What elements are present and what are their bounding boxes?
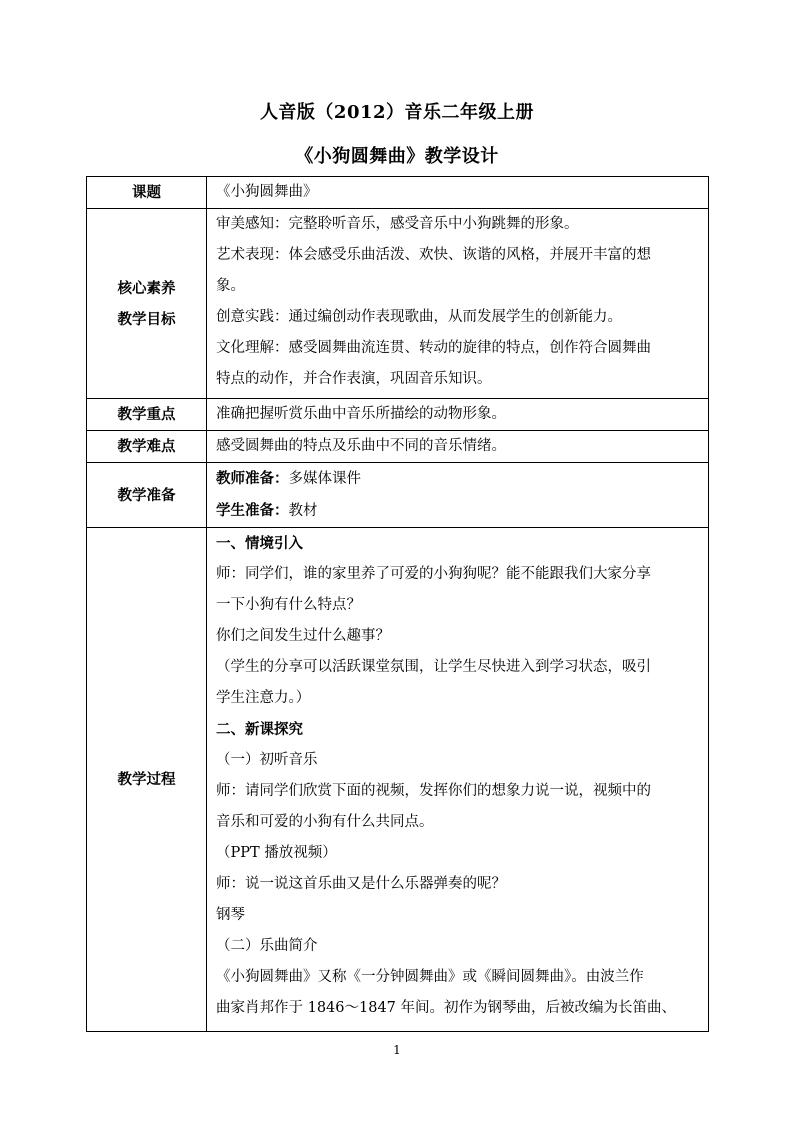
goal-line: 文化理解：感受圆舞曲流连贯、转动的旋律的特点，创作符合圆舞曲 (216, 340, 651, 356)
process-line: 师：同学们，谁的家里养了可爱的小狗狗呢？能不能跟我们大家分享 (216, 566, 651, 582)
teacher-preparation-label: 教师准备： (216, 470, 289, 487)
difficulties-text: 感受圆舞曲的特点及乐曲中不同的音乐情绪。 (216, 438, 506, 454)
goals-value (207, 209, 709, 399)
goal-line: 审美感知：完整聆听音乐，感受音乐中小狗跳舞的形象。 (216, 216, 579, 232)
topic-row (87, 177, 709, 209)
difficulties-label: 教学难点 (87, 431, 207, 463)
process-value (207, 528, 709, 1032)
topic-text: 《小狗圆舞曲》 (216, 184, 318, 200)
process-line: 学生注意力。） (216, 690, 311, 706)
goal-line: 特点的动作，并合作表演，巩固音乐知识。 (216, 371, 492, 387)
preparation-value (207, 463, 709, 528)
process-row (87, 528, 709, 1032)
teacher-preparation-value: 多媒体课件 (288, 471, 361, 487)
topic-label: 课题 (87, 177, 207, 209)
goals-label-line1: 核心素养 (117, 279, 176, 297)
teacher-preparation (216, 463, 702, 495)
process-line: 你们之间发生过什么趣事？ (216, 628, 390, 644)
process-label: 教学过程 (87, 528, 207, 1032)
subsection-heading: （一）初听音乐 (216, 752, 318, 768)
goal-line: 创意实践：通过编创动作表现歌曲，从而发展学生的创新能力。 (216, 309, 622, 325)
goals-label-line2: 教学目标 (117, 310, 176, 328)
process-line: 钢琴 (216, 907, 245, 923)
student-preparation-value: 教材 (288, 503, 318, 519)
lesson-plan-table (86, 176, 709, 1032)
key-points-label: 教学重点 (87, 399, 207, 431)
student-preparation-label: 学生准备： (216, 502, 289, 519)
key-points-row (87, 399, 709, 431)
difficulties-value (207, 431, 709, 463)
goal-line: 象。 (216, 278, 245, 294)
section-heading: 二、新课探究 (216, 721, 303, 738)
process-line: 师：说一说这首乐曲又是什么乐器弹奏的呢？ (216, 876, 506, 892)
document-title: 人音版（2012）音乐二年级上册 (259, 102, 535, 123)
student-preparation (216, 495, 702, 527)
key-points-text: 准确把握听赏乐曲中音乐所描绘的动物形象。 (216, 406, 506, 422)
document-subtitle: 《小狗圆舞曲》教学设计 (295, 146, 499, 167)
process-line: 音乐和可爱的小狗有什么共同点。 (216, 814, 434, 830)
goals-row (87, 209, 709, 399)
process-line: 曲家肖邦作于 1846～1847 年间。初作为钢琴曲，后被改编为长笛曲、 (216, 1000, 677, 1016)
process-line: 一下小狗有什么特点？ (216, 597, 361, 613)
process-line: （学生的分享可以活跃课堂氛围，让学生尽快进入到学习状态，吸引 (216, 659, 651, 675)
goal-line: 艺术表现：体会感受乐曲活泼、欢快、诙谐的风格，并展开丰富的想 (216, 247, 651, 263)
topic-value (207, 177, 709, 209)
goals-label (87, 209, 207, 399)
preparation-label: 教学准备 (87, 463, 207, 528)
process-line: （PPT 播放视频） (216, 845, 337, 861)
difficulties-row (87, 431, 709, 463)
process-line: 《小狗圆舞曲》又称《一分钟圆舞曲》或《瞬间圆舞曲》。由波兰作 (216, 969, 644, 985)
process-line: 师：请同学们欣赏下面的视频，发挥你们的想象力说一说，视频中的 (216, 783, 651, 799)
subsection-heading: （二）乐曲简介 (216, 938, 318, 954)
key-points-value (207, 399, 709, 431)
preparation-row (87, 463, 709, 528)
section-heading: 一、情境引入 (216, 535, 303, 552)
page-number: 1 (393, 1043, 401, 1057)
